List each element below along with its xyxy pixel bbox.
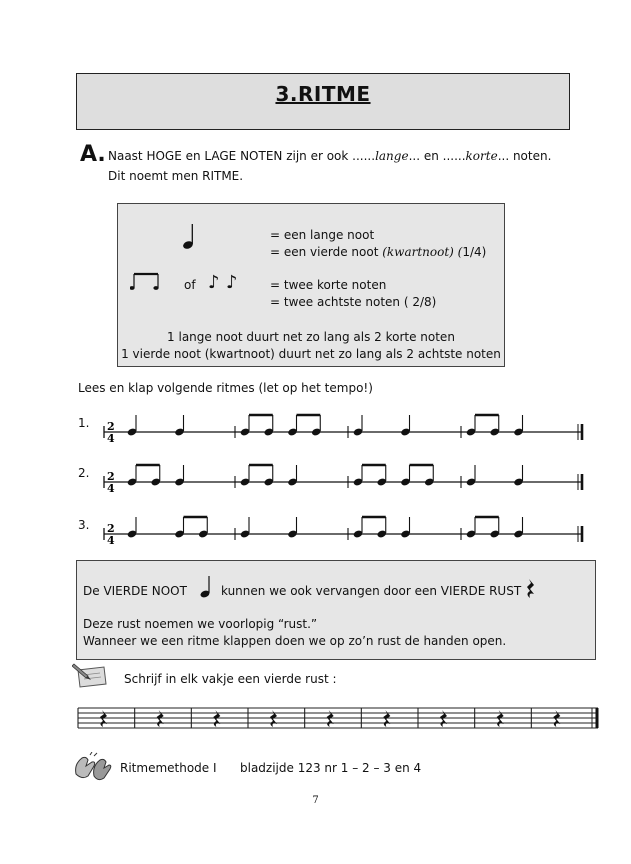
quarter-rest [270,710,277,727]
rhythm-staff-1 [100,410,600,450]
quarter-desc-1: = een lange noot [270,228,375,242]
quarter-note-icon [180,220,202,252]
title-box [76,73,570,130]
quarter-rest [440,710,447,727]
page-number: 7 [312,795,319,806]
summary-2: 1 vierde noot (kwartnoot) duurt net zo lang als 2 achtste noten [121,347,501,361]
rust-line-3: Wanneer we een ritme klappen doen we op zo’n rust de handen open. [83,634,507,648]
summary-1: 1 lange noot duurt net zo lang als 2 korte noten [167,330,455,344]
rhythm-label: 3. [78,518,90,532]
quarter-rest [100,710,107,727]
quarter-rest [327,710,334,727]
rhythm-label: 1. [78,416,90,430]
rust-line-1-pre: De VIERDE NOOT [83,584,187,598]
method-ref: bladzijde 123 nr 1 – 2 – 3 en 4 [240,761,422,775]
method-label: Ritmemethode I [120,761,217,775]
time-signature-top: 2 [107,470,115,483]
quarter-rest [213,710,220,727]
write-instruction: Schrijf in elk vakje een vierde rust : [124,672,337,686]
rust-line-2: Deze rust noemen we voorlopig “rust.” [83,617,318,631]
info-box [117,203,505,367]
rust-line-1-mid: kunnen we ook vervangen door een VIERDE RUST [221,584,522,598]
rest-staff [76,700,606,742]
pencil-paper-icon [72,662,110,690]
time-signature-top: 2 [107,420,115,433]
page-title: 3.RITME [275,82,371,106]
rhythm-staff-3 [100,512,600,552]
rust-box [76,560,596,660]
intro-line-1: Naast HOGE en LAGE NOTEN zijn er ook ......lange... en ......korte... noten. [108,149,552,163]
quarter-rest [383,710,390,727]
eighth-desc-2: = twee achtste noten ( 2/8) [270,295,437,309]
eighth-desc-1: = twee korte noten [270,278,387,292]
beamed-eighths-icon [130,270,164,294]
quarter-rest-icon [525,577,539,601]
quarter-rest [157,710,164,727]
quarter-rest [497,710,504,727]
eighth-note-icon: ♪ [226,272,238,293]
time-signature-bottom: 4 [107,432,115,445]
section-letter: A. [80,142,106,167]
time-signature-bottom: 4 [107,482,115,495]
word-korte: korte [465,149,498,163]
quarter-desc-2: = een vierde noot (kwartnoot) (1/4) [270,245,487,259]
intro-line-2: Dit noemt men RITME. [108,169,244,183]
clapping-hands-icon [72,752,112,782]
or-label: of [184,278,196,292]
rhythm-staff-2 [100,460,600,500]
quarter-rest [553,710,560,727]
word-lange: lange [375,149,409,163]
eighth-note-icon: ♪ [208,272,220,293]
time-signature-top: 2 [107,522,115,535]
quarter-note-icon [199,573,215,601]
exercise-intro: Lees en klap volgende ritmes (let op het tempo!) [78,381,373,395]
time-signature-bottom: 4 [107,534,115,547]
rhythm-label: 2. [78,466,90,480]
